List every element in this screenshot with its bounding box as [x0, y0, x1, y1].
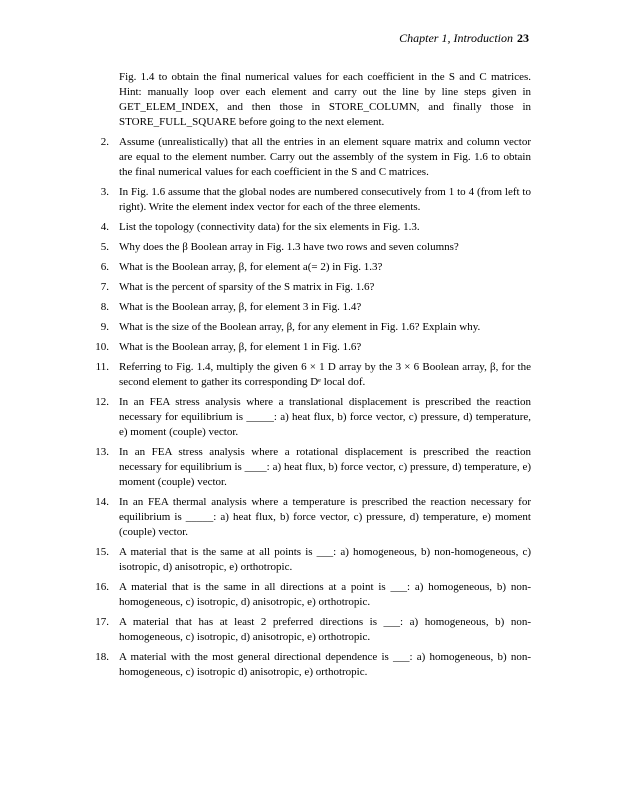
exercise-text: Assume (unrealistically) that all the entries in an element square matrix and column vector are equal to the element number. Carry out the assembly of the system in Fig. 1.6 to obtain the final numerical values for each coefficient in the S and C matrices.	[119, 136, 531, 178]
exercise-number: 16.	[95, 581, 109, 593]
exercise-8	[84, 300, 531, 315]
exercise-text: Referring to Fig. 1.4, multiply the given 6 × 1 D array by the 3 × 6 Boolean array, β, for the second element to gather its corresponding Dᵉ local dof.	[119, 361, 531, 388]
exercise-3	[84, 185, 531, 215]
exercise-text: List the topology (connectivity data) for the six elements in Fig. 1.3.	[119, 221, 420, 233]
exercise-11	[84, 360, 531, 390]
chapter-title: Chapter 1, Introduction	[399, 31, 513, 45]
exercise-number: 10.	[95, 341, 109, 353]
page-number: 23	[517, 31, 529, 45]
exercise-2	[84, 135, 531, 180]
exercise-15	[84, 545, 531, 575]
exercise-9	[84, 320, 531, 335]
exercise-number: 15.	[95, 546, 109, 558]
exercise-number: 14.	[95, 496, 109, 508]
exercise-4	[84, 220, 531, 235]
exercise-text: What is the size of the Boolean array, β, for any element in Fig. 1.6? Explain why.	[119, 321, 481, 333]
exercise-text: A material with the most general directional dependence is ___: a) homogeneous, b) non-homogeneous, c) isotropic d) anisotropic, e) orthotropic.	[119, 651, 531, 678]
exercise-text: A material that has at least 2 preferred directions is ___: a) homogeneous, b) non-homogeneous, c) isotropic, d) anisotropic, e) orthotropic.	[119, 616, 531, 643]
exercise-text: What is the percent of sparsity of the S matrix in Fig. 1.6?	[119, 281, 375, 293]
exercise-number: 7.	[100, 281, 109, 293]
exercise-number: 18.	[95, 651, 109, 663]
exercise-number: 12.	[95, 396, 109, 408]
exercise-text: Why does the β Boolean array in Fig. 1.3 have two rows and seven columns?	[119, 241, 459, 253]
exercise-number: 13.	[95, 446, 109, 458]
exercise-number: 11.	[95, 361, 109, 373]
exercise-18	[84, 650, 531, 680]
exercise-text: In an FEA stress analysis where a rotational displacement is prescribed the reaction necessary for equilibrium is ____: a) heat flux, b) force vector, c) pressure, d) temperature, e) moment (couple) vector.	[119, 446, 531, 488]
exercise-number: 5.	[100, 241, 109, 253]
exercise-17	[84, 615, 531, 645]
running-head	[399, 31, 529, 45]
exercise-number: 8.	[100, 301, 109, 313]
exercise-text: What is the Boolean array, β, for element 3 in Fig. 1.4?	[119, 301, 362, 313]
exercise-16	[84, 580, 531, 610]
exercise-12	[84, 395, 531, 440]
exercise-text: A material that is the same at all points is ___: a) homogeneous, b) non-homogeneous, c) isotropic, d) anisotropic, e) orthotropic.	[119, 546, 531, 573]
exercise-number: 6.	[100, 261, 109, 273]
exercise-number: 2.	[100, 136, 109, 148]
exercise-number: 17.	[95, 616, 109, 628]
exercise-1-continuation: Fig. 1.4 to obtain the final numerical values for each coefficient in the S and C matrices. Hint: manually loop over each element and carry out the line by line steps given in GET_ELEM_INDEX, and then those in STORE_COLUMN, and finally those in STORE_FULL_SQUARE before going to the next element.	[119, 71, 531, 128]
exercise-5	[84, 240, 531, 255]
exercise-text: In an FEA stress analysis where a translational displacement is prescribed the reaction necessary for equilibrium is _____: a) heat flux, b) force vector, c) pressure, d) temperature, e) moment (couple) vector.	[119, 396, 531, 438]
exercise-number: 9.	[100, 321, 109, 333]
exercise-list	[84, 70, 531, 685]
exercise-text: In Fig. 1.6 assume that the global nodes are numbered consecutively from 1 to 4 (from left to right). Write the element index vector for each of the three elements.	[119, 186, 531, 213]
exercise-number: 3.	[100, 186, 109, 198]
exercise-6	[84, 260, 531, 275]
exercise-10	[84, 340, 531, 355]
exercise-text: A material that is the same in all directions at a point is ___: a) homogeneous, b) non-homogeneous, c) isotropic, d) anisotropic, e) orthotropic.	[119, 581, 531, 608]
exercise-13	[84, 445, 531, 490]
exercise-text: What is the Boolean array, β, for element 1 in Fig. 1.6?	[119, 341, 362, 353]
exercise-text: In an FEA thermal analysis where a temperature is prescribed the reaction necessary for equilibrium is _____: a) heat flux, b) force vector, c) pressure, d) temperature, e) moment (couple) vector.	[119, 496, 531, 538]
exercise-14	[84, 495, 531, 540]
exercise-7	[84, 280, 531, 295]
exercise-number: 4.	[100, 221, 109, 233]
exercise-text: What is the Boolean array, β, for element a(= 2) in Fig. 1.3?	[119, 261, 383, 273]
